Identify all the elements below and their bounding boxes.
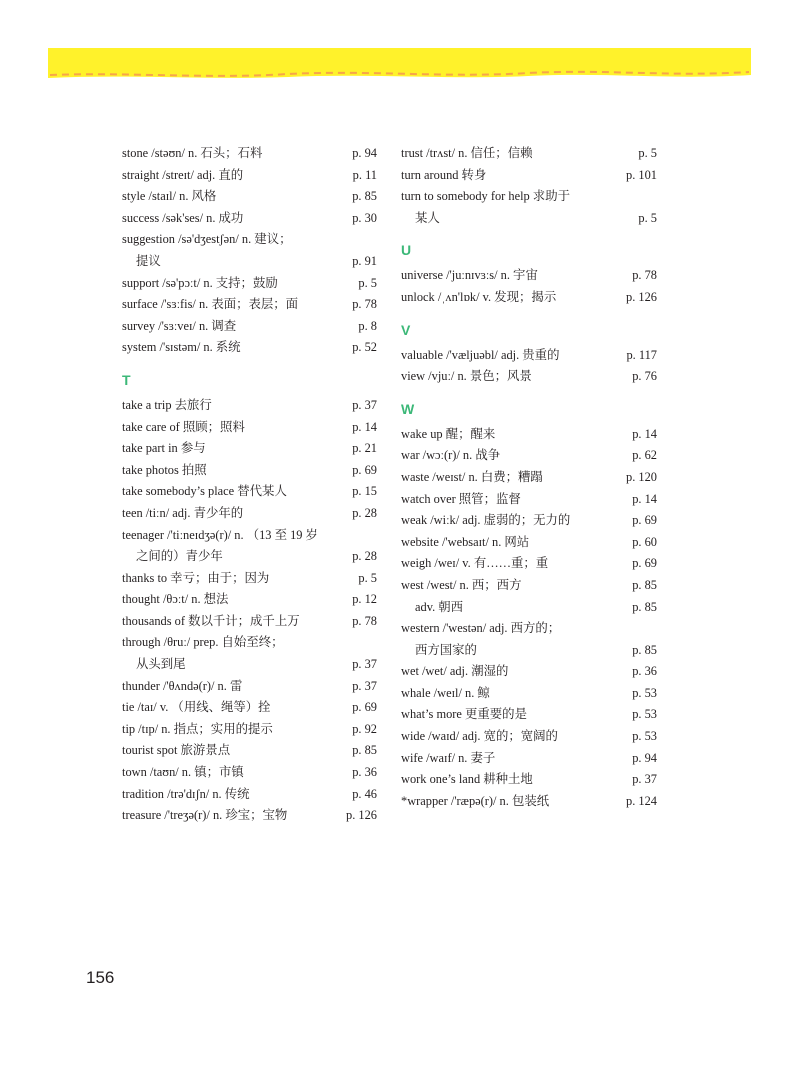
- section-letter-t: T: [122, 371, 131, 388]
- section-letter-v: V: [401, 321, 411, 338]
- glossary-entry: [122, 589, 377, 611]
- entry-page-ref: p. 37: [352, 397, 377, 412]
- entry-page-ref: p. 5: [358, 275, 377, 290]
- entry-text: town /taʊn/ n. 镇；市镇: [122, 765, 244, 780]
- entry-text: wake up 醒；醒来: [401, 426, 496, 441]
- glossary-entry: [122, 316, 377, 338]
- entry-page-ref: p. 85: [352, 743, 377, 758]
- entry-page-ref: p. 12: [352, 592, 377, 607]
- entry-page-ref: p. 36: [632, 664, 657, 679]
- glossary-entry: [401, 618, 657, 640]
- entry-text: tourist spot 旅游景点: [122, 743, 231, 758]
- glossary-entry-continuation: [401, 208, 657, 230]
- entry-page-ref: p. 69: [352, 462, 377, 477]
- glossary-entry: [122, 337, 377, 359]
- entry-text: website /'websaɪt/ n. 网站: [401, 534, 530, 549]
- glossary-entry: [401, 769, 657, 791]
- header-banner: [48, 48, 751, 80]
- entry-text: whale /weɪl/ n. 鲸: [401, 685, 490, 700]
- glossary-entry: [401, 704, 657, 726]
- entry-page-ref: p. 126: [626, 289, 657, 304]
- entry-text: thought /θɔːt/ n. 想法: [122, 592, 229, 607]
- entry-page-ref: p. 5: [638, 146, 657, 160]
- entry-page-ref: p. 37: [632, 772, 657, 787]
- entry-text: thunder /'θʌndə(r)/ n. 雷: [122, 678, 243, 693]
- section-letter-u: U: [401, 242, 412, 259]
- glossary-entry: [122, 229, 377, 251]
- entry-text: work one’s land 耕种土地: [401, 772, 533, 787]
- entry-text: take part in 参与: [122, 441, 206, 456]
- glossary-entry: [122, 697, 377, 719]
- glossary-entry-continuation: [122, 546, 377, 568]
- entry-text: teen /tiːn/ adj. 青少年的: [122, 505, 244, 520]
- glossary-entry: [122, 438, 377, 460]
- entry-text: weak /wiːk/ adj. 虚弱的；无力的: [401, 513, 571, 528]
- entry-page-ref: p. 91: [352, 253, 377, 268]
- vocabulary-column-right: [401, 143, 657, 812]
- glossary-entry: [122, 611, 377, 633]
- entry-text: take photos 拍照: [122, 462, 207, 477]
- entry-text: take care of 照顾；照料: [122, 419, 245, 434]
- entry-page-ref: p. 126: [346, 808, 377, 823]
- glossary-entry: [401, 467, 657, 489]
- entry-text: take somebody’s place 替代某人: [122, 484, 287, 499]
- entry-page-ref: p. 117: [626, 347, 657, 362]
- entry-page-ref: p. 36: [352, 765, 377, 780]
- glossary-entry: [122, 417, 377, 439]
- glossary-entry: [122, 762, 377, 784]
- entry-text: *wrapper /'ræpə(r)/ n. 包装纸: [401, 793, 550, 808]
- entry-page-ref: p. 78: [352, 297, 377, 312]
- glossary-entry: [122, 143, 377, 165]
- entry-page-ref: p. 30: [352, 210, 377, 225]
- entry-text: style /staɪl/ n. 风格: [122, 189, 217, 204]
- entry-page-ref: p. 53: [632, 685, 657, 700]
- entry-text: what’s more 更重要的是: [401, 707, 527, 722]
- entry-text: weigh /weɪ/ v. 有……重；重: [401, 556, 549, 571]
- glossary-entry: [122, 676, 377, 698]
- entry-text: unlock /ˌʌn'lɒk/ v. 发现；揭示: [401, 289, 557, 304]
- vocabulary-column-left: [122, 143, 377, 827]
- entry-page-ref: p. 15: [352, 484, 377, 499]
- entry-page-ref: p. 94: [632, 750, 657, 765]
- entry-page-ref: p. 21: [352, 441, 377, 456]
- entry-page-ref: p. 14: [632, 426, 657, 441]
- glossary-entry: [122, 740, 377, 762]
- glossary-entry: [401, 510, 657, 532]
- glossary-entry: [401, 683, 657, 705]
- entry-text: suggestion /sə'dʒestʃən/ n. 建议；: [122, 232, 292, 247]
- entry-text: tip /tɪp/ n. 指点；实用的提示: [122, 721, 273, 736]
- entry-page-ref: p. 28: [352, 549, 377, 564]
- entry-text: turn around 转身: [401, 167, 487, 182]
- glossary-entry: [122, 784, 377, 806]
- entry-text: valuable /'væljuəbl/ adj. 贵重的: [401, 347, 560, 362]
- entry-page-ref: p. 53: [632, 707, 657, 722]
- glossary-entry: [122, 568, 377, 590]
- glossary-entry: [401, 489, 657, 511]
- entry-page-ref: p. 76: [632, 369, 657, 384]
- entry-text: support /sə'pɔːt/ n. 支持；鼓励: [122, 275, 278, 290]
- entry-page-ref: p. 11: [352, 167, 377, 182]
- glossary-entry: [122, 460, 377, 482]
- entry-page-ref: p. 120: [626, 469, 657, 484]
- entry-text: western /'westən/ adj. 西方的；: [401, 621, 561, 636]
- entry-page-ref: p. 92: [352, 721, 377, 736]
- entry-text: thanks to 幸亏；由于；因为: [122, 570, 270, 585]
- entry-page-ref: p. 85: [632, 599, 657, 614]
- entry-page-ref: p. 8: [358, 318, 377, 333]
- glossary-entry-continuation: [122, 654, 377, 676]
- glossary-entry: [122, 273, 377, 295]
- entry-page-ref: p. 53: [632, 729, 657, 744]
- entry-page-ref: p. 94: [352, 146, 377, 160]
- glossary-entry: [122, 208, 377, 230]
- glossary-entry: [401, 726, 657, 748]
- glossary-entry: [122, 165, 377, 187]
- entry-page-ref: p. 5: [358, 570, 377, 585]
- glossary-entry: [122, 294, 377, 316]
- entry-page-ref: p. 69: [352, 700, 377, 715]
- entry-text: straight /streɪt/ adj. 直的: [122, 167, 244, 182]
- entry-page-ref: p. 52: [352, 340, 377, 355]
- glossary-entry: [401, 265, 657, 287]
- glossary-entry: [401, 186, 657, 208]
- glossary-entry: [401, 661, 657, 683]
- glossary-entry-continuation: [401, 640, 657, 662]
- entry-page-ref: p. 5: [638, 210, 657, 225]
- entry-text: turn to somebody for help 求助于: [401, 189, 570, 204]
- entry-text: system /'sɪstəm/ n. 系统: [122, 340, 241, 355]
- entry-text: success /sək'ses/ n. 成功: [122, 210, 244, 225]
- entry-text: teenager /'tiːneɪdʒə(r)/ n. （13 至 19 岁: [122, 527, 318, 542]
- entry-page-ref: p. 46: [352, 786, 377, 801]
- page-number: 156: [86, 968, 115, 987]
- entry-text: 西方国家的: [415, 642, 477, 657]
- entry-text: adv. 朝西: [415, 599, 464, 614]
- entry-text: 提议: [136, 253, 161, 268]
- glossary-entry: [401, 445, 657, 467]
- glossary-entry: [401, 345, 657, 367]
- entry-text: wife /waɪf/ n. 妻子: [401, 750, 496, 765]
- glossary-entry: [122, 525, 377, 547]
- entry-text: universe /'juːnɪvɜːs/ n. 宇宙: [401, 268, 538, 283]
- entry-page-ref: p. 37: [352, 678, 377, 693]
- glossary-entry: [401, 748, 657, 770]
- glossary-entry: [122, 503, 377, 525]
- glossary-entry: [401, 553, 657, 575]
- entry-page-ref: p. 85: [632, 577, 657, 592]
- entry-text: wide /waɪd/ adj. 宽的；宽阔的: [401, 729, 558, 744]
- entry-text: thousands of 数以千计；成千上万: [122, 613, 300, 628]
- entry-page-ref: p. 69: [632, 513, 657, 528]
- glossary-entry: [401, 532, 657, 554]
- entry-page-ref: p. 37: [352, 657, 377, 672]
- entry-page-ref: p. 28: [352, 505, 377, 520]
- glossary-entry: [401, 287, 657, 309]
- glossary-entry: [122, 805, 377, 827]
- glossary-entry: [401, 575, 657, 597]
- entry-text: tie /taɪ/ v. （用线、绳等）拴: [122, 700, 271, 715]
- entry-page-ref: p. 14: [632, 491, 657, 506]
- entry-text: wet /wet/ adj. 潮湿的: [401, 664, 509, 679]
- entry-page-ref: p. 78: [632, 268, 657, 283]
- entry-text: war /wɔː(r)/ n. 战争: [401, 448, 501, 463]
- glossary-entry: [401, 143, 657, 165]
- entry-text: view /vjuː/ n. 景色；风景: [401, 369, 532, 384]
- entry-text: survey /'sɜːveɪ/ n. 调查: [122, 318, 237, 333]
- entry-text: waste /weɪst/ n. 白费；糟蹋: [401, 469, 543, 484]
- glossary-entry: [122, 186, 377, 208]
- glossary-entry: [401, 366, 657, 388]
- entry-page-ref: p. 62: [632, 448, 657, 463]
- glossary-entry: [401, 791, 657, 813]
- entry-page-ref: p. 60: [632, 534, 657, 549]
- entry-text: 之间的）青少年: [136, 549, 223, 564]
- entry-page-ref: p. 85: [632, 642, 657, 657]
- entry-page-ref: p. 14: [352, 419, 377, 434]
- entry-text: stone /stəʊn/ n. 石头；石料: [122, 146, 263, 160]
- entry-text: treasure /'treʒə(r)/ n. 珍宝；宝物: [122, 808, 288, 823]
- glossary-entry: [401, 165, 657, 187]
- entry-page-ref: p. 101: [626, 167, 657, 182]
- glossary-entry: [122, 395, 377, 417]
- glossary-entry-continuation: [122, 251, 377, 273]
- entry-text: watch over 照管；监督: [401, 491, 521, 506]
- glossary-entry: [122, 481, 377, 503]
- entry-text: 从头到尾: [136, 657, 186, 672]
- entry-text: through /θruː/ prep. 自始至终；: [122, 635, 284, 650]
- glossary-entry: [122, 632, 377, 654]
- glossary-entry-continuation: [401, 597, 657, 619]
- entry-text: surface /'sɜːfis/ n. 表面；表层；面: [122, 297, 299, 312]
- glossary-entry: [122, 719, 377, 741]
- entry-page-ref: p. 69: [632, 556, 657, 571]
- entry-text: west /west/ n. 西；西方: [401, 577, 522, 592]
- entry-page-ref: p. 85: [352, 189, 377, 204]
- entry-text: take a trip 去旅行: [122, 397, 212, 412]
- entry-page-ref: p. 124: [626, 793, 657, 808]
- entry-text: trust /trʌst/ n. 信任；信赖: [401, 146, 533, 160]
- entry-text: 某人: [415, 210, 440, 225]
- entry-page-ref: p. 78: [352, 613, 377, 628]
- section-letter-w: W: [401, 400, 415, 417]
- glossary-entry: [401, 424, 657, 446]
- entry-text: tradition /trə'dɪʃn/ n. 传统: [122, 786, 250, 801]
